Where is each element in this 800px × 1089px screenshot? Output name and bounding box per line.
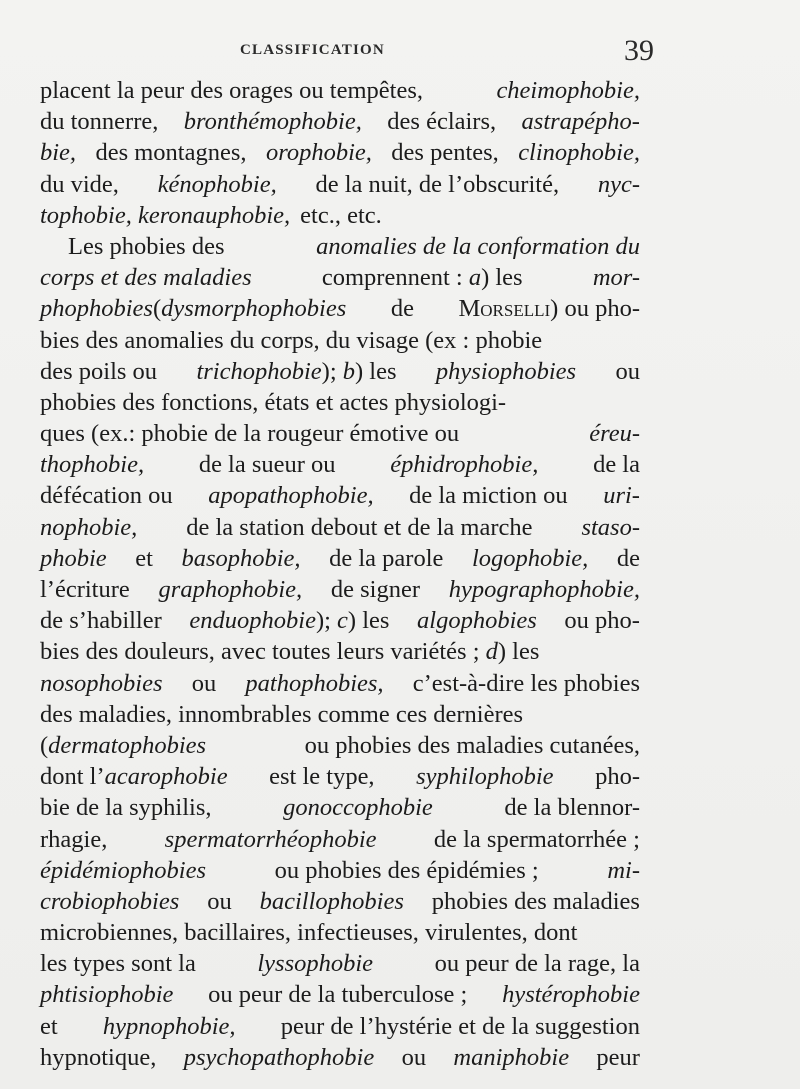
italic-term: kénophobie, [157,170,277,198]
word-group [158,171,277,199]
text-line [40,545,640,576]
word-group [316,171,560,199]
text-run: ) ou pho- [550,295,640,323]
word-group [40,171,119,199]
word-group [316,233,640,261]
word-group [40,794,211,822]
italic-term: syphilophobie [416,763,554,791]
word-group [40,981,173,1009]
word-group [391,139,499,167]
word-group [40,264,252,292]
italic-term: éphidrophobie, [390,451,539,479]
text-run: de la nuit, de l’obscurité, [315,170,560,198]
text-run: l’écriture [40,576,130,603]
word-group [40,77,423,105]
italic-term: pathophobies, [245,669,384,697]
text-line [40,950,640,981]
word-group [40,451,144,479]
word-group [432,888,640,916]
running-head: CLASSIFICATION [240,42,385,58]
text-line [40,1013,640,1044]
italic-term: crobiophobies [40,887,180,915]
text-line [40,888,640,919]
italic-term: bacillophobies [259,887,404,915]
italic-term: nophobie, [40,513,138,541]
word-group [40,108,158,136]
text-run: ou [615,357,640,385]
text-line [40,1044,640,1075]
word-group [581,514,640,542]
text-run: bies des anomalies du corps, du visage (ex : phobie [40,326,543,354]
text-line [40,763,640,794]
text-line [40,295,640,326]
text-line [40,857,640,888]
italic-term: nyc- [597,170,640,198]
text-line [40,981,640,1012]
italic-term: phophobies [40,295,153,323]
text-line [40,638,640,669]
word-group [283,794,433,822]
text-line [40,701,640,732]
text-run: bie de la syphilis, [40,794,212,822]
word-group [40,482,173,510]
text-run: de la sueur ou [198,451,336,479]
text-run: des poils ou [40,357,158,385]
word-group [459,295,641,323]
text-run: ou phobies des épidémies ; [274,856,539,884]
word-group [189,607,389,635]
text-run: de la miction ou [409,482,568,510]
word-group [103,1013,236,1041]
text-run: placent la peur des orages ou tempêtes, [40,77,424,104]
text-line [40,794,640,825]
word-group [595,763,640,791]
text-run: phobies des maladies [431,887,640,915]
word-group [300,202,382,230]
italic-term: lyssophobie [257,950,374,978]
italic-term: graphophobie, [158,576,303,603]
word-group [40,732,206,760]
word-group [518,139,640,167]
italic-term: hypnophobie, [102,1012,236,1040]
italic-term: anomalies de la conformation du [316,232,640,260]
word-group [409,482,568,510]
text-run: ); [315,607,338,635]
word-group [40,919,577,947]
italic-term: thophobie, [40,451,145,479]
word-group [181,545,300,573]
word-group [402,1044,427,1072]
word-group [40,607,162,635]
text-run: et [40,1012,58,1040]
italic-term: maniphobie [453,1043,570,1071]
word-group [329,545,443,573]
word-group [453,1044,569,1072]
word-group [502,981,640,1009]
word-group [417,607,537,635]
italic-term: apopathophobie, [208,482,374,510]
italic-term: éreu- [589,420,640,448]
italic-term: hystérophobie [502,981,640,1009]
word-group [607,857,640,885]
italic-term: phtisiophobie [40,981,174,1009]
word-group [391,295,414,323]
word-group [245,670,383,698]
word-group [159,576,303,604]
word-group [40,857,206,885]
text-run: du vide, [40,170,119,198]
text-run: de la station debout et de la marche [186,513,533,541]
word-group [196,358,396,386]
text-line [40,451,640,482]
word-group [434,826,640,854]
text-line [40,233,640,264]
word-group [322,264,523,292]
word-group [593,264,640,292]
word-group [40,389,506,417]
text-run: les types sont la [40,950,196,978]
text-line [40,171,640,202]
text-run: ( [40,731,49,759]
text-line [40,77,640,108]
word-group [40,1013,58,1041]
word-group [504,794,640,822]
word-group [598,171,640,199]
text-line [40,482,640,513]
text-line [40,264,640,295]
word-group [199,451,336,479]
word-group [331,576,420,604]
word-group [40,763,228,791]
word-group [135,545,153,573]
text-run: pho- [595,763,640,791]
text-run: dont l’ [40,763,105,791]
italic-term: dermatophobies [48,731,207,759]
italic-term: bronthémophobie, [183,108,362,136]
text-run: hypnotique, [40,1043,157,1071]
italic-term: physiophobies [435,357,577,385]
word-group [40,826,107,854]
word-group [266,139,372,167]
text-run: ou [191,669,217,697]
word-group [496,77,640,105]
text-run: ) les [355,357,397,385]
text-run: ques (ex.: phobie de la rougeur émotive ou [40,420,460,448]
word-group [40,701,523,729]
italic-term: bie, [40,139,77,167]
text-line [40,576,640,607]
italic-term: logophobie, [471,544,589,572]
italic-term: clinophobie, [518,139,640,167]
word-group [40,327,542,355]
italic-term: orophobie, [265,139,372,167]
word-group [40,670,163,698]
italic-term: mi- [607,856,640,884]
word-group [305,732,640,760]
text-line [40,327,640,358]
text-line [40,108,640,139]
word-group [603,482,640,510]
word-group [40,545,107,573]
text-line [40,826,640,857]
word-group [275,857,539,885]
text-run: peur de l’hystérie et de la suggestion [280,1012,640,1040]
word-group [192,670,217,698]
italic-term: trichophobie [196,357,322,385]
italic-term: corps et des maladies [40,264,252,292]
text-run: des montagnes, [95,139,247,167]
word-group [40,888,179,916]
text-run: est le type, [269,763,375,791]
text-run: de s’habiller [40,607,162,635]
text-line [40,202,640,233]
text-run: de [616,544,640,572]
word-group [589,420,640,448]
word-group [281,1013,640,1041]
word-group [593,451,640,479]
word-group [449,576,640,604]
text-run: peur [596,1043,640,1071]
italic-term: dysmorphophobies [161,295,347,323]
text-run: des maladies, innombrables comme ces dernières [40,700,524,728]
text-run: de [390,295,414,323]
text-run: ( [152,295,162,323]
word-group [413,670,640,698]
italic-term: enduophobie [189,607,316,635]
text-run: ) les [497,638,540,666]
italic-term: tophobie, keronauphobie, [40,201,291,229]
word-group [40,202,290,230]
small-caps-name: Morselli [458,295,551,323]
text-line [40,670,640,701]
text-run: de signer [330,576,420,603]
word-group [184,1044,375,1072]
italic-term: uri- [603,482,640,510]
italic-term: cheimophobie, [496,77,640,104]
word-group [40,420,459,448]
italic-term: astrapépho- [521,108,640,136]
text-run: phobies des fonctions, états et actes physiologi- [40,388,507,416]
italic-term: psychopathophobie [183,1043,375,1071]
text-line [40,607,640,638]
word-group [165,826,377,854]
word-group [416,763,553,791]
text-run: rhagie, [40,825,108,853]
word-group [208,482,373,510]
text-run: du tonnerre, [40,108,159,136]
text-run: ou peur de la rage, la [434,950,640,978]
text-run: ou peur de la tuberculose ; [208,981,468,1009]
text-line [40,358,640,389]
word-group [435,950,640,978]
text-run: comprennent : [321,264,469,292]
word-group [615,358,640,386]
text-run: des éclairs, [387,108,497,136]
word-group [436,358,576,386]
italic-term: algophobies [417,607,537,635]
word-group [40,514,137,542]
text-line [40,139,640,170]
word-group [387,108,496,136]
page-header [40,34,654,74]
word-group [40,638,539,666]
text-run: ); [321,357,343,385]
word-group [40,295,346,323]
italic-term: mor- [592,264,640,292]
text-run: et [135,544,153,572]
word-group [40,139,76,167]
text-run: bies des douleurs, avec toutes leurs variétés ; [40,638,486,666]
text-run: Les phobies des [68,232,225,260]
text-line [40,420,640,451]
italic-term: gonoccophobie [283,794,433,822]
word-group [257,950,373,978]
text-run: ou [401,1043,427,1071]
page-number: 39 [624,34,654,67]
italic-term: b [342,357,356,385]
word-group [40,358,157,386]
body-text [40,77,640,1075]
word-group [564,607,640,635]
word-group [260,888,404,916]
word-group [207,888,232,916]
word-group [617,545,640,573]
italic-term: d [485,638,498,666]
word-group [40,950,196,978]
word-group [40,576,130,604]
italic-term: basophobie, [181,544,301,572]
text-line [40,389,640,420]
text-line [40,919,640,950]
word-group [390,451,538,479]
text-run: ) les [481,264,523,292]
text-line [40,732,640,763]
text-run: ou [207,887,232,915]
word-group [208,981,467,1009]
italic-term: a [468,264,482,292]
word-group [522,108,640,136]
text-run: défécation ou [40,482,173,510]
italic-term: c [337,607,348,635]
text-run: microbiennes, bacillaires, infectieuses, virulentes, dont [40,919,578,947]
text-run: ou phobies des maladies cutanées, [304,731,640,759]
text-run: de la blennor- [504,794,640,822]
text-run: ou pho- [564,607,640,635]
word-group [269,763,374,791]
italic-term: hypographophobie, [448,576,640,603]
word-group [596,1044,640,1072]
word-group [184,108,362,136]
text-run: de la spermatorrhée ; [433,825,640,853]
text-line [40,514,640,545]
text-run: c’est-à-dire les phobies [412,669,640,697]
text-run: de la [593,451,640,479]
word-group [68,233,225,261]
word-group [40,1044,156,1072]
text-run: des pentes, [391,139,499,167]
italic-term: phobie [40,544,107,572]
text-run: ) les [347,607,390,635]
italic-term: épidémiophobies [40,856,207,884]
text-run: etc., etc. [300,201,382,229]
word-group [186,514,532,542]
word-group [95,139,246,167]
word-group [472,545,588,573]
italic-term: staso- [581,513,640,541]
italic-term: acarophobie [104,763,228,791]
italic-term: spermatorrhéophobie [164,825,377,853]
text-run: de la parole [329,544,444,572]
italic-term: nosophobies [40,669,163,697]
